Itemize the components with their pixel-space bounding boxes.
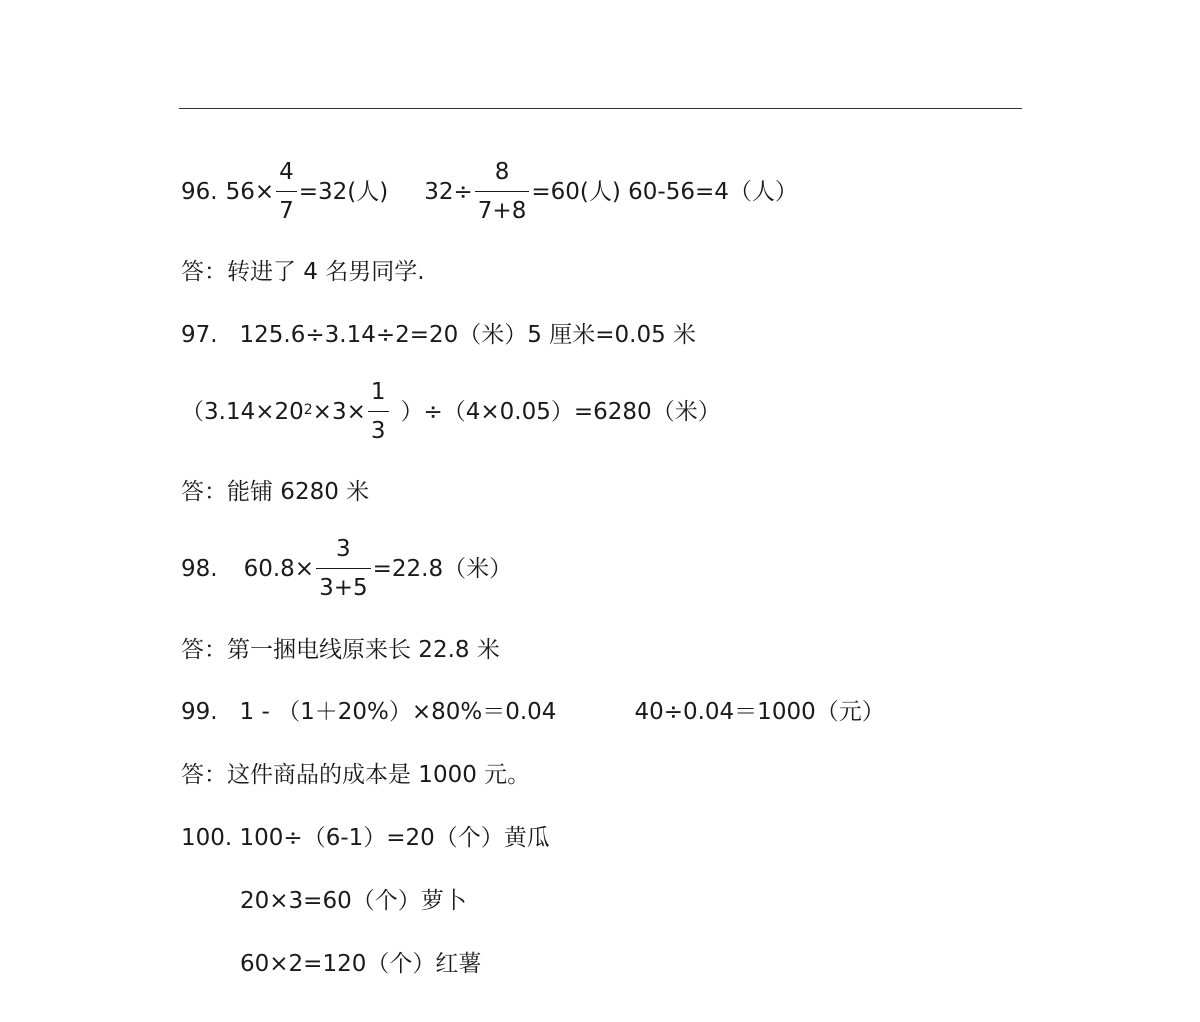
q97-line1: 97. 125.6÷3.14÷2=20（米）5 厘米=0.05 米: [181, 322, 697, 348]
q96-expr1: 56×: [225, 178, 275, 205]
q98-result: =22.8（米）: [372, 555, 513, 582]
q100-line1: 100. 100÷（6-1）=20（个）黄瓜: [181, 825, 550, 851]
q97-fraction: [368, 377, 389, 446]
fraction-denominator: 3+5: [319, 575, 368, 601]
q98-expr: 60.8×: [243, 555, 315, 582]
fraction-numerator: 3: [336, 536, 351, 562]
q99-line: [181, 697, 885, 727]
fraction-bar: [475, 191, 530, 192]
q96-answer: 答：转进了 4 名男同学.: [181, 259, 425, 285]
q96-equation: [181, 157, 798, 226]
q99-step2: 40÷0.04＝1000（元）: [634, 699, 885, 725]
fraction-bar: [276, 191, 297, 192]
q100-line2: 20×3=60（个）萝卜: [240, 888, 467, 914]
q96-fraction-2: [475, 157, 530, 226]
q98-equation: [181, 534, 512, 603]
header-rule: [179, 108, 1022, 109]
q96-fraction-1: [276, 157, 297, 226]
fraction-denominator: 3: [370, 418, 386, 444]
q96-expr2: 32÷: [424, 178, 473, 205]
fraction-numerator: 1: [370, 379, 386, 405]
q99-step1: 99. 1 - （1＋20%）×80%＝0.04: [181, 699, 557, 725]
fraction-denominator: 7+8: [477, 198, 527, 224]
q96-result1: =32(人): [298, 178, 389, 205]
q100-line3: 60×2=120（个）红薯: [240, 951, 482, 977]
fraction-numerator: 4: [279, 159, 294, 185]
fraction-denominator: 7: [279, 198, 294, 224]
q97-expr-a: （3.14×20: [181, 398, 304, 425]
q97-expr-c: ）÷（4×0.05）=6280（米）: [400, 398, 721, 425]
q97-expr-b: ×3×: [312, 398, 366, 425]
q98-label: 98.: [181, 555, 218, 582]
q98-answer: 答：第一捆电线原来长 22.8 米: [181, 637, 500, 663]
q98-fraction: [316, 534, 371, 603]
fraction-bar: [316, 568, 371, 569]
fraction-bar: [368, 411, 389, 412]
q96-result2: =60(人) 60-56=4（人）: [531, 178, 798, 205]
q97-answer: 答：能铺 6280 米: [181, 479, 370, 505]
q97-equation: （3.14×20 $^2$ ×3× $\frac{1}{3}$ ）÷（4×0.05）=6280（米）: [181, 379, 721, 444]
q96-label: 96.: [181, 178, 218, 205]
fraction-numerator: 8: [494, 159, 510, 185]
q99-answer: 答：这件商品的成本是 1000 元。: [181, 762, 531, 788]
